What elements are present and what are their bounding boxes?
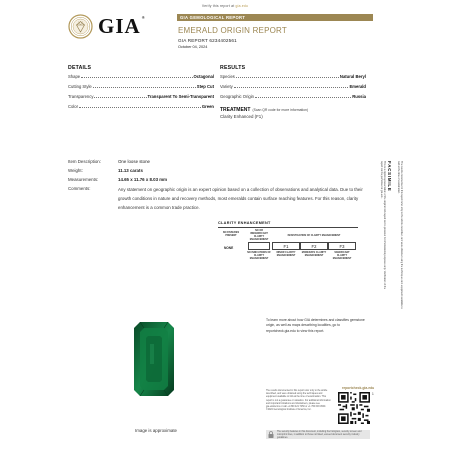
detail-row-shape: Shape Octagonal: [68, 74, 214, 79]
clarity-cap-moderate: MODERATE CLARITY ENHANCEMENT: [301, 251, 327, 257]
facsimile-text-2: The results documented in this report refer only to the article described, and were obtained using the techniques and equipment available to GIA at the time of examination.: [397, 161, 403, 309]
result-row-species: Species Natural Beryl: [220, 74, 366, 79]
clarity-divider: [218, 227, 358, 228]
facsimile-text: This is a digital representation of the original GIA report and is provided for informational purposes only. Verification of the report can be performed at gia.edu.: [380, 161, 386, 290]
details-title: DETAILS: [68, 65, 92, 71]
measurements-label: Measurements:: [68, 177, 99, 182]
gia-seal-icon: [68, 14, 93, 39]
report-number: GIA REPORT 6234402561: [178, 38, 237, 43]
clarity-none: NONE: [224, 246, 234, 250]
stone-caption: Image is approximate: [135, 428, 177, 433]
gia-logo: [68, 14, 146, 39]
clarity-box-f3: F3: [328, 242, 356, 250]
measurements-value: 14.65 x 11.76 x 8.03 mm: [118, 177, 168, 182]
reportcheck-link[interactable]: reportcheck.gia.edu: [342, 386, 375, 390]
fine-print: The results documented in this report refer only to the article described, and were obtained using the techniques and equipment available to GIA at the time of examination. This report is not a guarantee or valuation. For additional information and important limitations and disclaimers, please see gia.edu/terms or call +1 800 421 7250 or +1 760 603 4500. ©2024 Gemological Institute of America, Inc.: [266, 390, 331, 412]
learn-more-text: To learn more about how GIA determines and classifies gemstone origin, as well as maps describing localities, go to reportcheck.gia.edu to view this report.: [266, 318, 365, 333]
report-date: October 04, 2024: [178, 45, 208, 49]
emerald-stone-image: [134, 322, 174, 396]
item-description-label: Item Description:: [68, 159, 101, 164]
clarity-box-f2: F2: [300, 242, 328, 250]
clarity-cap-minor: MINOR CLARITY ENHANCEMENT: [276, 251, 296, 257]
detail-row-transparency: Transparency Transparent To Semi-Transparent: [68, 94, 214, 99]
security-bar: [266, 430, 370, 439]
result-row-origin: Geographic Origin Russia: [220, 94, 366, 99]
clarity-title: CLARITY ENHANCEMENT: [218, 221, 271, 225]
verify-domain-link[interactable]: gia.edu: [235, 4, 249, 8]
result-row-variety: Variety Emerald: [220, 84, 366, 89]
comments-value: Any statement on geographic origin is an expert opinion based on a collection of observations and analytical data. Due to their growth conditions in nature and recovery methods, most emeralds contain surface reaching features. For this reason, clarity enhancement is a common trade practice.: [118, 187, 363, 210]
weight-label: Weight:: [68, 168, 83, 173]
clarity-col2-head: INVESTIGATION OF CLARITY ENHANCEMENT: [287, 234, 341, 237]
qr-number: 1: [372, 392, 374, 396]
verify-text: Verify this report at: [201, 4, 235, 8]
qr-code-icon[interactable]: [338, 392, 370, 424]
facsimile-sidebar: [380, 161, 394, 291]
treatment-value: Clarity Enhanced (F1): [220, 114, 263, 119]
clarity-cap-none: NO INDICATIONS OF CLARITY ENHANCEMENT: [247, 251, 271, 260]
detail-row-color: Color Green: [68, 104, 214, 109]
clarity-box-none: [248, 242, 270, 250]
verify-line: [0, 4, 450, 8]
security-text: The security features in this document, including the hologram, security screen and microprint lines, in addition to those not listed, exceed document security industry guidelines.: [277, 431, 362, 439]
lock-icon: [268, 431, 274, 438]
treatment-heading: TREATMENT (Scan QR code for more information): [220, 107, 309, 113]
facsimile-title: FACSIMILE: [387, 161, 392, 192]
clarity-box-f1: F1: [272, 242, 300, 250]
item-description-value: One loose stone: [118, 159, 150, 164]
weight-value: 11.13 carats: [118, 168, 143, 173]
detail-row-cutting-style: Cutting Style Step Cut: [68, 84, 214, 89]
clarity-col0-head: NO FISSURES PRESENT: [222, 231, 240, 237]
clarity-cap-significant: SIGNIFICANT CLARITY ENHANCEMENT: [332, 251, 352, 260]
report-band: GIA GEMOLOGICAL REPORT: [177, 14, 373, 21]
results-title: RESULTS: [220, 65, 246, 71]
clarity-col1-head: NO OR INSIGNIFICANT CLARITY ENHANCEMENT: [249, 229, 269, 241]
report-title: EMERALD ORIGIN REPORT: [178, 26, 287, 35]
comments-label: Comments:: [68, 186, 91, 191]
facsimile-sidebar-2: [398, 161, 404, 311]
gia-wordmark: GIA®: [98, 14, 146, 38]
